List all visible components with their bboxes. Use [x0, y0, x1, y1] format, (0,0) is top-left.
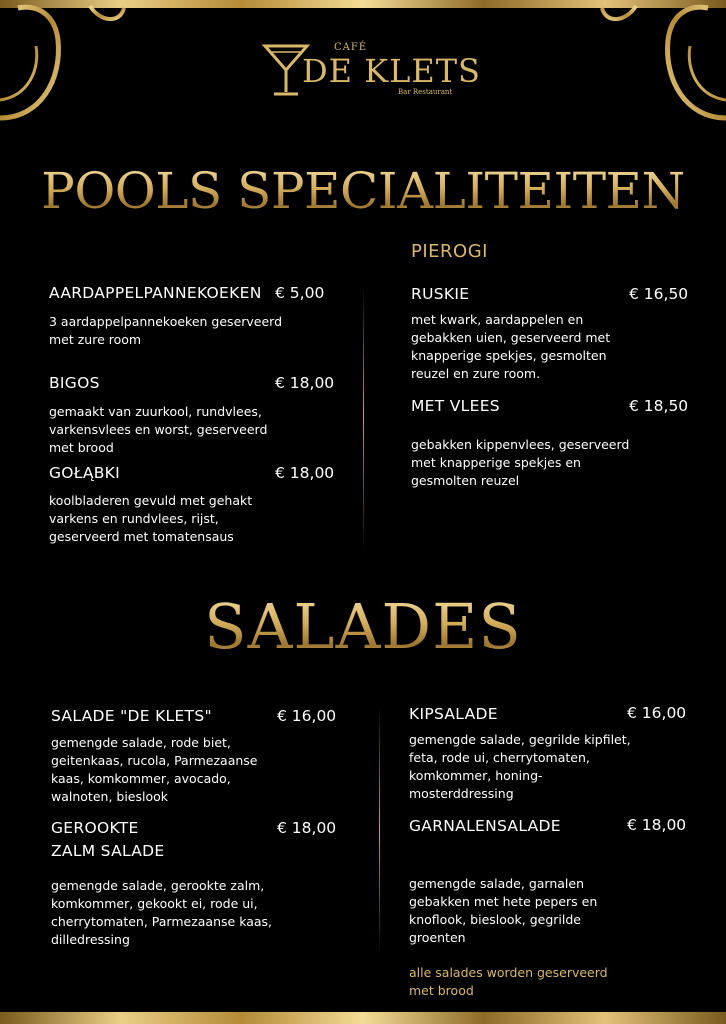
menu-item-description: met kwark, aardappelen en gebakken uien, geserveerd met knapperige spekjes, gesmolten reuzel en zure room.	[411, 312, 611, 381]
cafe-logo	[262, 38, 481, 100]
logo-cafe-text: CAFÉ	[334, 42, 368, 53]
menu-item-description: gemengde salade, garnalen gebakken met hete pepers en knoflook, bieslook, gegrilde groenten	[409, 876, 598, 945]
menu-item-description: gemaakt van zuurkool, rundvlees, varkensvlees en worst, geserveerd met brood	[49, 404, 268, 455]
column-divider	[363, 285, 364, 550]
menu-item-name: ZALM SALADE	[51, 842, 165, 860]
logo-subtitle-text: Bar Restaurant	[398, 88, 453, 96]
salades-heading: SALADES	[0, 590, 726, 663]
menu-item-name: BIGOS	[49, 374, 100, 392]
pierogi-subheading: PIEROGI	[411, 241, 488, 262]
corner-swirl-right-decoration	[596, 0, 726, 130]
salades-bread-note: alle salades worden geserveerd met brood	[409, 965, 608, 998]
corner-swirl-left-decoration	[0, 0, 130, 130]
menu-item-price: € 18,50	[629, 397, 689, 415]
menu-item-name: SALADE "DE KLETS"	[51, 707, 212, 725]
logo-name-text: DE KLETS	[302, 52, 481, 90]
menu-item-name: GARNALENSALADE	[409, 817, 561, 835]
menu-item-name: RUSKIE	[411, 285, 470, 303]
menu-item-price: € 16,50	[629, 285, 689, 303]
menu-item-price: € 18,00	[277, 819, 337, 837]
menu-item-price: € 16,00	[627, 704, 687, 722]
menu-item-name: MET VLEES	[411, 397, 500, 415]
menu-item-name: GEROOKTE	[51, 819, 139, 837]
menu-item-description: gebakken kippenvlees, geserveerd met knapperige spekjes en gesmolten reuzel	[411, 437, 630, 488]
menu-item-description: 3 aardappelpannekoeken geserveerd met zure room	[49, 314, 283, 347]
menu-item-description: gemengde salade, gerookte zalm, komkommer, gekookt ei, rode ui, cherrytomaten, Parmezaanse kaas, dilledressing	[51, 878, 273, 947]
menu-item-description: gemengde salade, gegrilde kipfilet, feta, rode ui, cherrytomaten, komkommer, honing-mosterddressing	[409, 732, 631, 801]
menu-item-name: AARDAPPELPANNEKOEKEN	[49, 284, 262, 302]
menu-item-price: € 16,00	[277, 707, 337, 725]
bottom-gold-border	[0, 1012, 726, 1024]
menu-item-price: € 5,00	[275, 284, 325, 302]
menu-item-price: € 18,00	[275, 374, 335, 392]
column-divider	[379, 705, 380, 955]
menu-item-description: gemengde salade, rode biet, geitenkaas, rucola, Parmezaanse kaas, komkommer, avocado, walnoten, bieslook	[51, 735, 258, 804]
menu-item-description: koolbladeren gevuld met gehakt varkens en rundvlees, rijst, geserveerd met tomatensaus	[49, 493, 253, 544]
menu-item-name: KIPSALADE	[409, 705, 498, 723]
menu-item-name: GOŁĄBKI	[49, 464, 120, 482]
menu-item-price: € 18,00	[627, 816, 687, 834]
pools-specialiteiten-heading: POOLS SPECIALITEITEN	[0, 162, 726, 220]
menu-item-price: € 18,00	[275, 464, 335, 482]
